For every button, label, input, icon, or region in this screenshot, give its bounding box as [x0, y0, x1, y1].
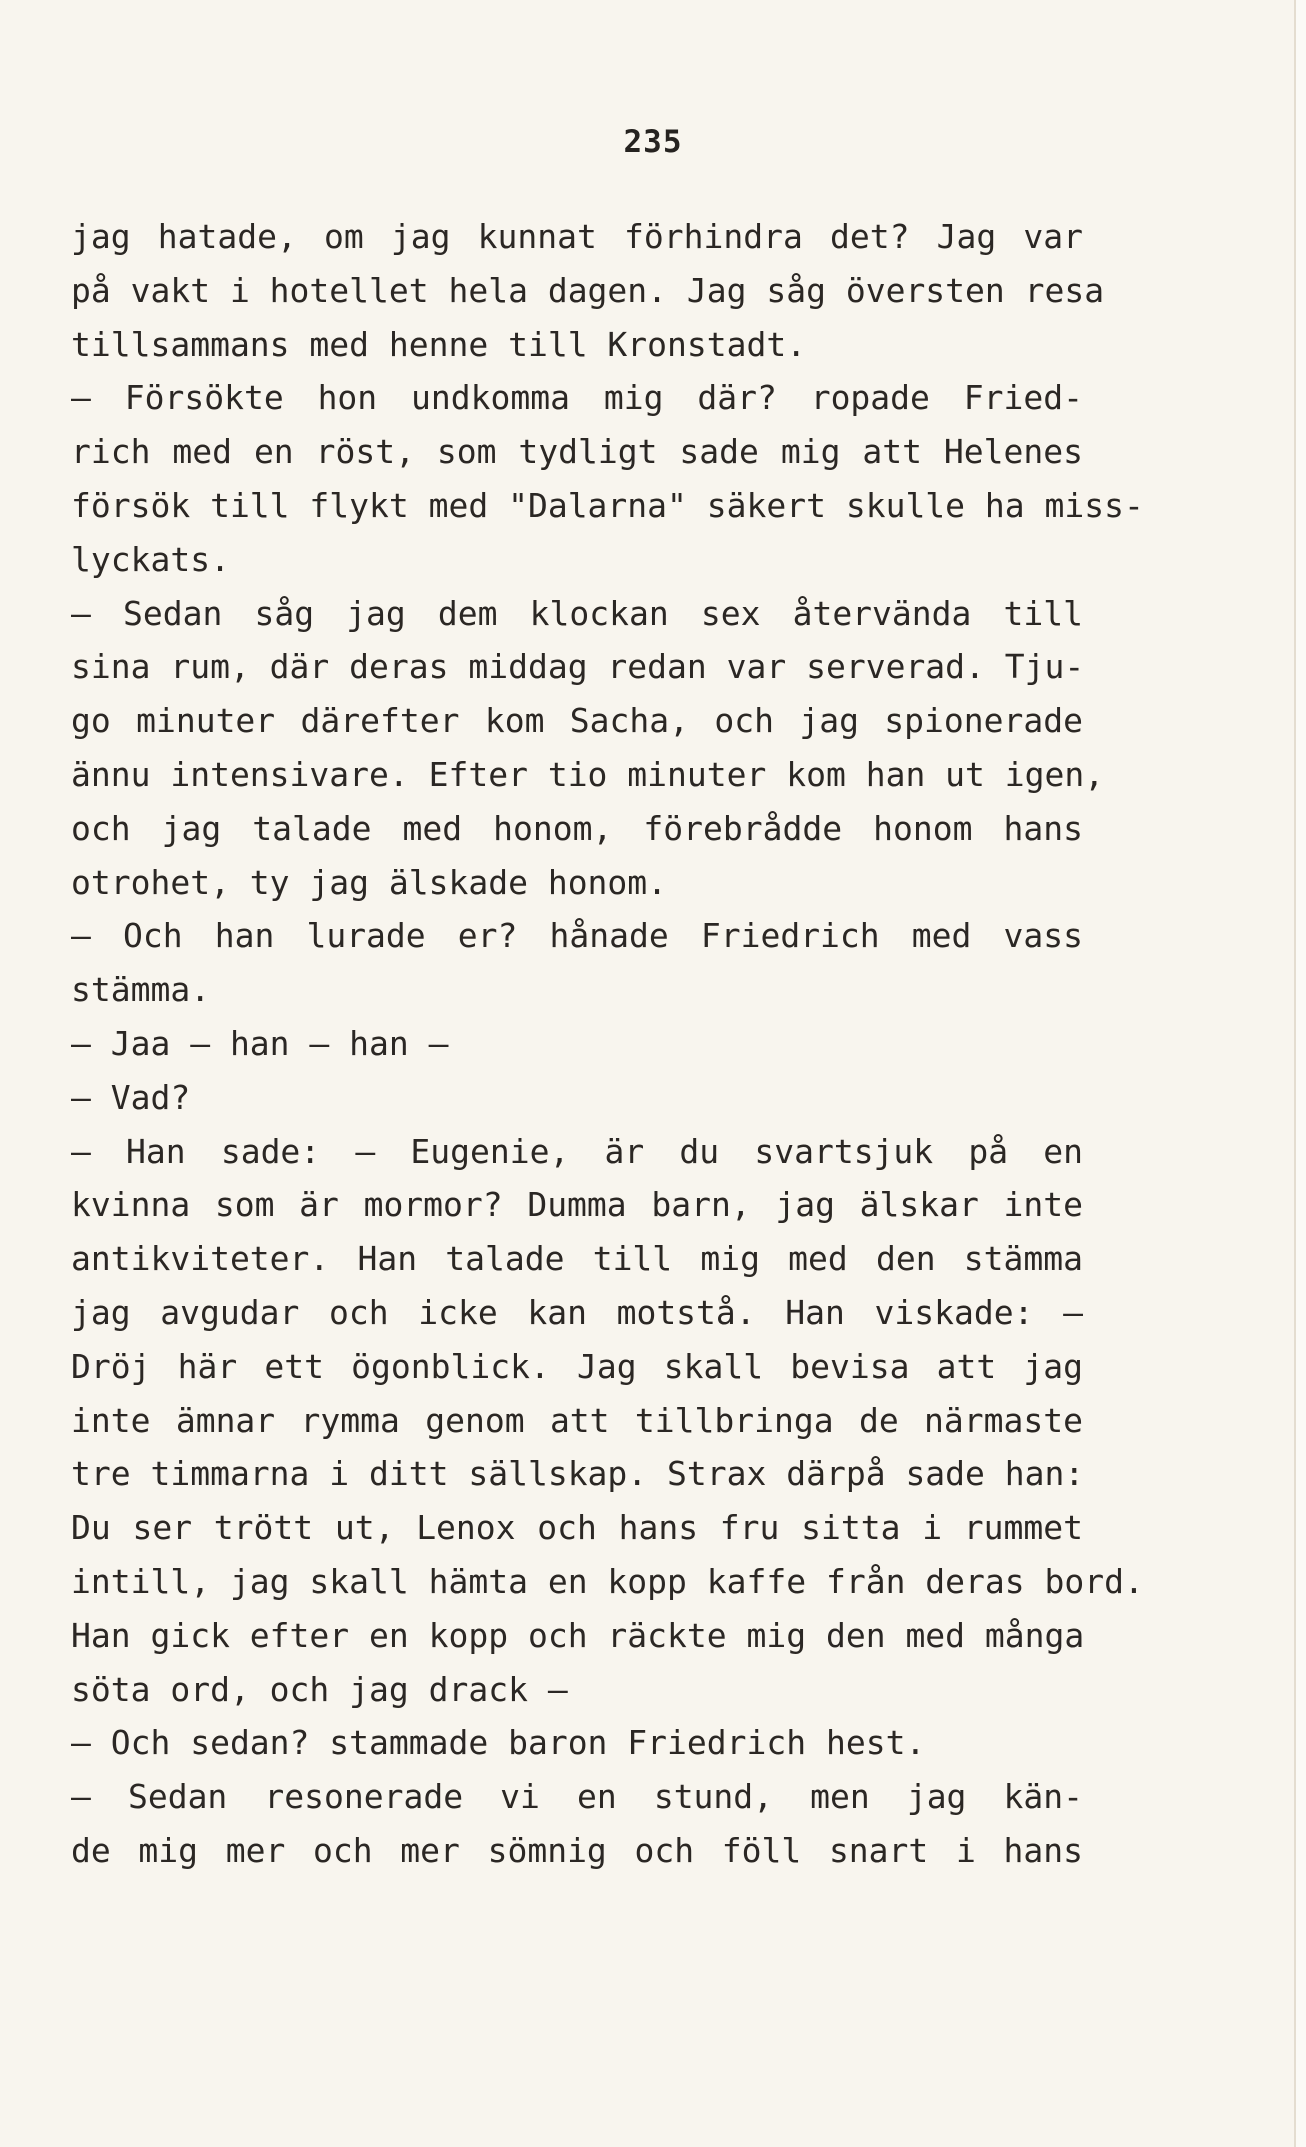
text-line: — Jaa — han — han — [71, 1023, 449, 1063]
text-line: — Sedan resonerade vi en stund, men jag kän- [71, 1777, 1083, 1817]
text-line: jag hatade, om jag kunnat förhindra det? Jag var [71, 217, 1083, 256]
text-line: — Vad? [71, 1077, 191, 1117]
text-line: — Han sade: — Eugenie, är du svartsjuk på en [71, 1131, 1083, 1171]
text-line: söta ord, och jag drack — [71, 1669, 568, 1709]
text-line: inte ämnar rymma genom att tillbringa de närmaste [71, 1400, 1083, 1440]
text-line: ännu intensivare. Efter tio minuter kom han ut igen, [71, 754, 1105, 794]
text-line: lyckats. [71, 539, 230, 579]
text-line: — Och han lurade er? hånade Friedrich med vass [71, 916, 1083, 956]
text-line: på vakt i hotellet hela dagen. Jag såg översten resa [71, 270, 1105, 310]
page-edge [1294, 0, 1306, 2147]
text-line: de mig mer och mer sömnig och föll snart i hans [71, 1830, 1083, 1870]
text-line: otrohet, ty jag älskade honom. [71, 862, 668, 902]
page-number: 235 [623, 124, 683, 160]
text-line: — Och sedan? stammade baron Friedrich hest. [71, 1723, 926, 1763]
text-line: och jag talade med honom, förebrådde honom hans [71, 808, 1083, 848]
text-line: — Försökte hon undkomma mig där? ropade Fried- [71, 378, 1083, 418]
text-line: stämma. [71, 970, 211, 1010]
text-line: Han gick efter en kopp och räckte mig den med många [71, 1615, 1085, 1655]
text-line: jag avgudar och icke kan motstå. Han viskade: — [71, 1292, 1083, 1332]
text-line: go minuter därefter kom Sacha, och jag spionerade [71, 701, 1083, 741]
text-line: försök till flykt med "Dalarna" säkert skulle ha miss- [71, 485, 1144, 525]
text-line: tillsammans med henne till Kronstadt. [71, 324, 807, 364]
text-line: sina rum, där deras middag redan var serverad. Tju- [71, 647, 1085, 687]
text-line: Du ser trött ut, Lenox och hans fru sitta i rummet [71, 1508, 1083, 1548]
text-line: — Sedan såg jag dem klockan sex återvända till [71, 593, 1083, 633]
text-line: antikviteter. Han talade till mig med den stämma [71, 1239, 1083, 1279]
text-line: intill, jag skall hämta en kopp kaffe från deras bord. [71, 1561, 1144, 1601]
text-line: tre timmarna i ditt sällskap. Strax därpå sade han: [71, 1454, 1085, 1494]
text-line: kvinna som är mormor? Dumma barn, jag älskar inte [71, 1185, 1083, 1225]
text-line: Dröj här ett ögonblick. Jag skall bevisa att jag [71, 1346, 1083, 1386]
text-line: rich med en röst, som tydligt sade mig att Helenes [71, 432, 1083, 472]
body-text [71, 210, 1144, 1878]
